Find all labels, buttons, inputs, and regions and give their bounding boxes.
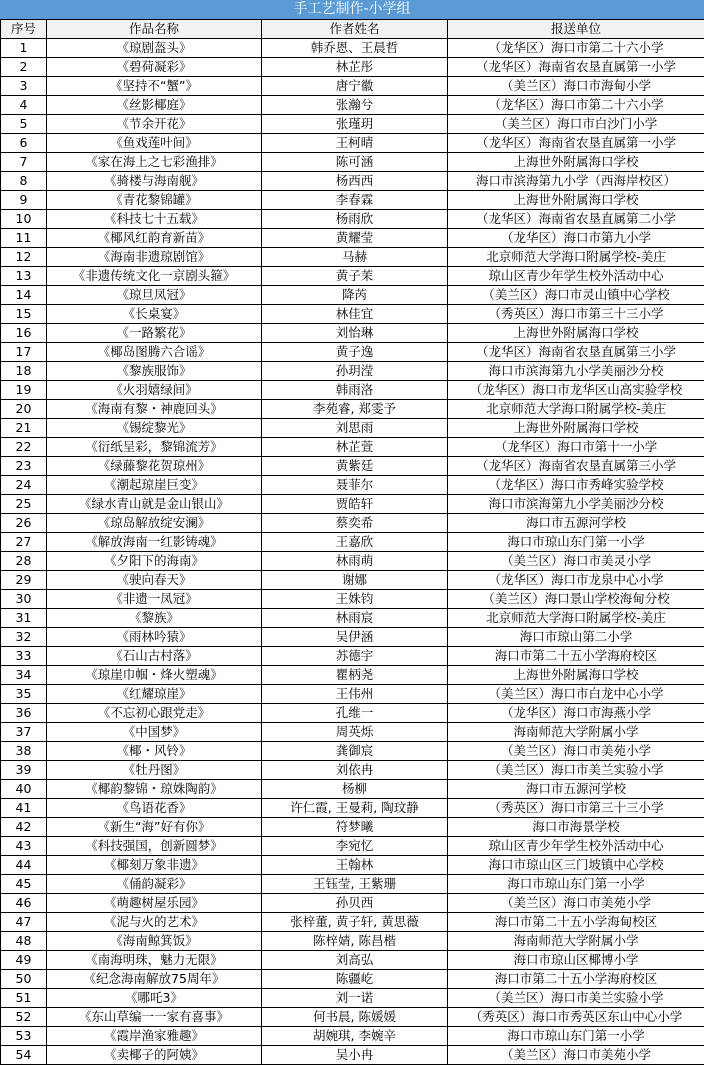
cell-author: 陈梓婧, 陈昌楷 — [262, 932, 448, 951]
cell-index: 27 — [1, 533, 47, 552]
cell-work-title: 《科技七十五载》 — [47, 210, 262, 229]
cell-author: 王姝钧 — [262, 590, 448, 609]
cell-author: 林雨宸 — [262, 609, 448, 628]
cell-work-title: 《琼崖巾帼・烽火塑魂》 — [47, 666, 262, 685]
table-row — [1, 932, 704, 951]
table-row — [1, 761, 704, 780]
cell-index: 48 — [1, 932, 47, 951]
table-row — [1, 856, 704, 875]
cell-author: 刘怡琳 — [262, 324, 448, 343]
cell-author: 张瑾玥 — [262, 115, 448, 134]
cell-school: （美兰区）海口景山学校海甸分校 — [448, 590, 704, 609]
cell-index: 8 — [1, 172, 47, 191]
cell-index: 10 — [1, 210, 47, 229]
cell-work-title: 《红耀琼崖》 — [47, 685, 262, 704]
cell-author: 刘高弘 — [262, 951, 448, 970]
cell-work-title: 《一路繁花》 — [47, 324, 262, 343]
cell-index: 41 — [1, 799, 47, 818]
table-row — [1, 134, 704, 153]
cell-index: 40 — [1, 780, 47, 799]
cell-author: 周英烁 — [262, 723, 448, 742]
table-row — [1, 989, 704, 1008]
cell-work-title: 《潮起琼崖巨变》 — [47, 476, 262, 495]
cell-index: 35 — [1, 685, 47, 704]
cell-school: 上海世外附属海口学校 — [448, 324, 704, 343]
cell-index: 2 — [1, 58, 47, 77]
cell-school: （秀英区）海口市秀英区东山中心小学 — [448, 1008, 704, 1027]
cell-work-title: 《非遗一凤冠》 — [47, 590, 262, 609]
cell-author: 聂菲尔 — [262, 476, 448, 495]
cell-index: 54 — [1, 1046, 47, 1065]
cell-index: 23 — [1, 457, 47, 476]
cell-school: （龙华区）海口市第二十六小学 — [448, 39, 704, 58]
award-table — [0, 19, 704, 1065]
cell-work-title: 《黎族服饰》 — [47, 362, 262, 381]
cell-author: 许仁霞, 王曼莉, 陶玟静 — [262, 799, 448, 818]
cell-author: 陈疆屹 — [262, 970, 448, 989]
cell-school: （龙华区）海南省农垦直属第三小学 — [448, 343, 704, 362]
cell-index: 45 — [1, 875, 47, 894]
cell-work-title: 《长桌宴》 — [47, 305, 262, 324]
cell-work-title: 《绿藤黎花贺琼州》 — [47, 457, 262, 476]
cell-author: 韩乔恩、王晨哲 — [262, 39, 448, 58]
cell-author: 林佳宜 — [262, 305, 448, 324]
cell-index: 47 — [1, 913, 47, 932]
cell-author: 刘一诺 — [262, 989, 448, 1008]
cell-school: （龙华区）海南省农垦直属第一小学 — [448, 58, 704, 77]
cell-index: 19 — [1, 381, 47, 400]
cell-author: 符梦曦 — [262, 818, 448, 837]
cell-author: 王钰莹, 王紫珊 — [262, 875, 448, 894]
col-header-school: 报送单位 — [448, 20, 704, 39]
cell-work-title: 《黎族》 — [47, 609, 262, 628]
cell-index: 42 — [1, 818, 47, 837]
cell-author: 何书晨, 陈媛媛 — [262, 1008, 448, 1027]
cell-author: 龚御宸 — [262, 742, 448, 761]
cell-index: 26 — [1, 514, 47, 533]
cell-work-title: 《衍纸呈彩，黎锦流芳》 — [47, 438, 262, 457]
cell-index: 9 — [1, 191, 47, 210]
cell-work-title: 《俑韵凝彩》 — [47, 875, 262, 894]
table-row — [1, 343, 704, 362]
cell-author: 降芮 — [262, 286, 448, 305]
table-row — [1, 628, 704, 647]
cell-index: 7 — [1, 153, 47, 172]
cell-author: 胡婉琪, 李婉辛 — [262, 1027, 448, 1046]
cell-index: 50 — [1, 970, 47, 989]
cell-author: 王嘉欣 — [262, 533, 448, 552]
table-row — [1, 96, 704, 115]
cell-school: 北京师范大学海口附属学校-美庄 — [448, 400, 704, 419]
cell-school: （美兰区）海口市白沙门小学 — [448, 115, 704, 134]
cell-school: 海口市琼山第二小学 — [448, 628, 704, 647]
table-row — [1, 438, 704, 457]
col-header-index: 序号 — [1, 20, 47, 39]
cell-school: （秀英区）海口市第三十三小学 — [448, 799, 704, 818]
table-row — [1, 248, 704, 267]
cell-school: 海口市琼山区三门坡镇中心学校 — [448, 856, 704, 875]
cell-school: 海口市五源河学校 — [448, 514, 704, 533]
cell-school: 海口市琼山东门第一小学 — [448, 1027, 704, 1046]
cell-school: 琼山区青少年学生校外活动中心 — [448, 267, 704, 286]
cell-author: 贾皓轩 — [262, 495, 448, 514]
cell-school: 海口市海景学校 — [448, 818, 704, 837]
cell-author: 李春霖 — [262, 191, 448, 210]
cell-work-title: 《海南非遗琼剧馆》 — [47, 248, 262, 267]
cell-author: 杨西西 — [262, 172, 448, 191]
cell-author: 韩雨洛 — [262, 381, 448, 400]
cell-work-title: 《锡绽黎光》 — [47, 419, 262, 438]
cell-work-title: 《雨林吟猿》 — [47, 628, 262, 647]
table-row — [1, 286, 704, 305]
table-row — [1, 457, 704, 476]
table-row — [1, 172, 704, 191]
cell-work-title: 《牡丹图》 — [47, 761, 262, 780]
cell-index: 5 — [1, 115, 47, 134]
table-row — [1, 514, 704, 533]
cell-work-title: 《解放海南一红影铸魂》 — [47, 533, 262, 552]
cell-author: 蔡奕希 — [262, 514, 448, 533]
cell-school: 上海世外附属海口学校 — [448, 666, 704, 685]
table-row — [1, 647, 704, 666]
cell-work-title: 《夕阳下的海南》 — [47, 552, 262, 571]
cell-author: 黄子逸 — [262, 343, 448, 362]
table-row — [1, 381, 704, 400]
table-row — [1, 77, 704, 96]
cell-school: 上海世外附属海口学校 — [448, 419, 704, 438]
cell-work-title: 《鸟语花香》 — [47, 799, 262, 818]
cell-work-title: 《纪念海南解放75周年》 — [47, 970, 262, 989]
cell-work-title: 《科技强国，创新圆梦》 — [47, 837, 262, 856]
cell-index: 34 — [1, 666, 47, 685]
cell-work-title: 《东山草编一一家有喜事》 — [47, 1008, 262, 1027]
table-row — [1, 609, 704, 628]
cell-school: 海口市琼山区椰博小学 — [448, 951, 704, 970]
cell-school: （美兰区）海口市美苑小学 — [448, 894, 704, 913]
cell-author: 林雨萌 — [262, 552, 448, 571]
cell-index: 51 — [1, 989, 47, 1008]
cell-work-title: 《驶向春天》 — [47, 571, 262, 590]
table-row — [1, 153, 704, 172]
table-row — [1, 837, 704, 856]
cell-author: 杨雨欣 — [262, 210, 448, 229]
cell-school: 海口市第二十五小学海府校区 — [448, 647, 704, 666]
cell-work-title: 《坚持不“蟹”》 — [47, 77, 262, 96]
cell-index: 31 — [1, 609, 47, 628]
cell-school: （美兰区）海口市美兰实验小学 — [448, 761, 704, 780]
cell-author: 张梓董, 黄子轩, 黄思薇 — [262, 913, 448, 932]
cell-work-title: 《鱼戏莲叶间》 — [47, 134, 262, 153]
header-row — [1, 20, 704, 39]
table-row — [1, 818, 704, 837]
cell-school: 海口市滨海第九小学美丽沙分校 — [448, 495, 704, 514]
cell-index: 4 — [1, 96, 47, 115]
cell-school: （美兰区）海口市美苑小学 — [448, 742, 704, 761]
table-row — [1, 267, 704, 286]
cell-author: 王柯晴 — [262, 134, 448, 153]
cell-author: 李苑睿, 郑雯予 — [262, 400, 448, 419]
table-row — [1, 324, 704, 343]
cell-index: 44 — [1, 856, 47, 875]
cell-author: 孙玥滢 — [262, 362, 448, 381]
cell-school: 海口市第二十五小学海甸校区 — [448, 913, 704, 932]
table-row — [1, 210, 704, 229]
cell-school: 海口市滨海第九小学美丽沙分校 — [448, 362, 704, 381]
cell-school: （秀英区）海口市第三十三小学 — [448, 305, 704, 324]
table-row — [1, 191, 704, 210]
table-row — [1, 951, 704, 970]
cell-school: （美兰区）海口市美兰实验小学 — [448, 989, 704, 1008]
cell-work-title: 《琼旦凤冠》 — [47, 286, 262, 305]
cell-index: 24 — [1, 476, 47, 495]
cell-work-title: 《海南鲸箕饭》 — [47, 932, 262, 951]
cell-work-title: 《不忘初心跟党走》 — [47, 704, 262, 723]
cell-work-title: 《霞岸渔家雅趣》 — [47, 1027, 262, 1046]
cell-work-title: 《新生“海”好有你》 — [47, 818, 262, 837]
cell-school: （美兰区）海口市美灵小学 — [448, 552, 704, 571]
table-row — [1, 571, 704, 590]
cell-school: （龙华区）海口市第十一小学 — [448, 438, 704, 457]
cell-school: 上海世外附属海口学校 — [448, 153, 704, 172]
cell-work-title: 《萌趣树屋乐园》 — [47, 894, 262, 913]
table-row — [1, 552, 704, 571]
sheet-title: 手工艺制作-小学组 — [0, 0, 704, 20]
cell-author: 杨柳 — [262, 780, 448, 799]
cell-school: （美兰区）海口市白龙中心小学 — [448, 685, 704, 704]
cell-author: 黄紫廷 — [262, 457, 448, 476]
cell-index: 52 — [1, 1008, 47, 1027]
cell-index: 17 — [1, 343, 47, 362]
cell-author: 苏德宇 — [262, 647, 448, 666]
cell-school: （龙华区）海口市龙泉中心小学 — [448, 571, 704, 590]
cell-school: 海南师范大学附属小学 — [448, 723, 704, 742]
cell-author: 张瀚兮 — [262, 96, 448, 115]
cell-index: 11 — [1, 229, 47, 248]
cell-author: 瞿柄尧 — [262, 666, 448, 685]
table-row — [1, 742, 704, 761]
cell-index: 20 — [1, 400, 47, 419]
cell-author: 林芷萱 — [262, 438, 448, 457]
cell-school: （龙华区）海南省农垦直属第三小学 — [448, 457, 704, 476]
cell-index: 29 — [1, 571, 47, 590]
table-row — [1, 1046, 704, 1065]
col-header-author: 作者姓名 — [262, 20, 448, 39]
cell-index: 15 — [1, 305, 47, 324]
cell-work-title: 《家在海上之七彩渔排》 — [47, 153, 262, 172]
cell-work-title: 《琼岛解放绽安澜》 — [47, 514, 262, 533]
table-row — [1, 590, 704, 609]
cell-work-title: 《哪吒3》 — [47, 989, 262, 1008]
cell-index: 38 — [1, 742, 47, 761]
cell-author: 孔维一 — [262, 704, 448, 723]
table-row — [1, 780, 704, 799]
cell-author: 吴伊涵 — [262, 628, 448, 647]
cell-index: 49 — [1, 951, 47, 970]
cell-index: 46 — [1, 894, 47, 913]
cell-work-title: 《南海明珠，魅力无限》 — [47, 951, 262, 970]
cell-author: 陈可涵 — [262, 153, 448, 172]
cell-school: 上海世外附属海口学校 — [448, 191, 704, 210]
cell-index: 14 — [1, 286, 47, 305]
cell-author: 唐宁徽 — [262, 77, 448, 96]
table-row — [1, 39, 704, 58]
table-row — [1, 476, 704, 495]
cell-school: （龙华区）海南省农垦直属第二小学 — [448, 210, 704, 229]
cell-index: 53 — [1, 1027, 47, 1046]
table-row — [1, 666, 704, 685]
cell-author: 刘依冉 — [262, 761, 448, 780]
cell-work-title: 《泥与火的艺术》 — [47, 913, 262, 932]
cell-work-title: 《非遗传统文化一京剧头箍》 — [47, 267, 262, 286]
cell-author: 刘思雨 — [262, 419, 448, 438]
cell-index: 3 — [1, 77, 47, 96]
cell-work-title: 《绿水青山就是金山银山》 — [47, 495, 262, 514]
cell-work-title: 《青花黎锦罐》 — [47, 191, 262, 210]
table-row — [1, 58, 704, 77]
cell-school: （美兰区）海口市海甸小学 — [448, 77, 704, 96]
cell-work-title: 《卖椰子的阿姨》 — [47, 1046, 262, 1065]
cell-author: 王伟州 — [262, 685, 448, 704]
table-row — [1, 115, 704, 134]
cell-work-title: 《骑楼与海南舰》 — [47, 172, 262, 191]
table-row — [1, 970, 704, 989]
cell-work-title: 《琼剧盔头》 — [47, 39, 262, 58]
cell-school: 海口市滨海第九小学（西海岸校区） — [448, 172, 704, 191]
cell-school: （美兰区）海口市灵山镇中心学校 — [448, 286, 704, 305]
cell-author: 马赫 — [262, 248, 448, 267]
cell-index: 18 — [1, 362, 47, 381]
table-row — [1, 799, 704, 818]
table-row — [1, 894, 704, 913]
cell-author: 谢娜 — [262, 571, 448, 590]
cell-index: 6 — [1, 134, 47, 153]
cell-index: 36 — [1, 704, 47, 723]
cell-author: 李宛忆 — [262, 837, 448, 856]
cell-index: 13 — [1, 267, 47, 286]
col-header-work-title: 作品名称 — [47, 20, 262, 39]
cell-work-title: 《椰刻万象非遗》 — [47, 856, 262, 875]
cell-school: （龙华区）海南省农垦直属第一小学 — [448, 134, 704, 153]
cell-work-title: 《中国梦》 — [47, 723, 262, 742]
cell-school: （美兰区）海口市美苑小学 — [448, 1046, 704, 1065]
cell-work-title: 《石山古村落》 — [47, 647, 262, 666]
table-row — [1, 875, 704, 894]
cell-author: 吴小冉 — [262, 1046, 448, 1065]
table-row — [1, 419, 704, 438]
cell-work-title: 《椰・风铃》 — [47, 742, 262, 761]
table-row — [1, 913, 704, 932]
cell-index: 1 — [1, 39, 47, 58]
table-row — [1, 533, 704, 552]
cell-work-title: 《丝影椰庭》 — [47, 96, 262, 115]
cell-school: （龙华区）海口市海燕小学 — [448, 704, 704, 723]
cell-author: 黄耀莹 — [262, 229, 448, 248]
cell-work-title: 《椰风红韵育新苗》 — [47, 229, 262, 248]
table-row — [1, 495, 704, 514]
cell-index: 12 — [1, 248, 47, 267]
cell-index: 43 — [1, 837, 47, 856]
table-body — [1, 39, 704, 1065]
cell-author: 林芷彤 — [262, 58, 448, 77]
cell-school: 海口市琼山东门第一小学 — [448, 533, 704, 552]
cell-work-title: 《碧荷凝彩》 — [47, 58, 262, 77]
cell-index: 37 — [1, 723, 47, 742]
table-row — [1, 1008, 704, 1027]
cell-index: 39 — [1, 761, 47, 780]
cell-school: （龙华区）海口市龙华区山高实验学校 — [448, 381, 704, 400]
cell-work-title: 《椰岛图腾六合谣》 — [47, 343, 262, 362]
table-row — [1, 400, 704, 419]
table-row — [1, 305, 704, 324]
cell-school: 琼山区青少年学生校外活动中心 — [448, 837, 704, 856]
table-row — [1, 685, 704, 704]
cell-author: 王翰林 — [262, 856, 448, 875]
cell-author: 黄子茉 — [262, 267, 448, 286]
cell-index: 32 — [1, 628, 47, 647]
cell-index: 30 — [1, 590, 47, 609]
table-row — [1, 229, 704, 248]
cell-school: 海口市五源河学校 — [448, 780, 704, 799]
cell-work-title: 《椰韵黎锦・琼姝陶韵》 — [47, 780, 262, 799]
cell-author: 孙贝西 — [262, 894, 448, 913]
cell-school: 海南师范大学附属小学 — [448, 932, 704, 951]
cell-school: （龙华区）海口市第二十六小学 — [448, 96, 704, 115]
cell-school: 北京师范大学海口附属学校-美庄 — [448, 609, 704, 628]
cell-work-title: 《节余开花》 — [47, 115, 262, 134]
table-row — [1, 704, 704, 723]
cell-index: 25 — [1, 495, 47, 514]
table-row — [1, 362, 704, 381]
cell-index: 22 — [1, 438, 47, 457]
cell-school: 海口市琼山东门第一小学 — [448, 875, 704, 894]
cell-school: （龙华区）海口市秀峰实验学校 — [448, 476, 704, 495]
cell-school: 海口市第二十五小学海府校区 — [448, 970, 704, 989]
cell-school: 北京师范大学海口附属学校-美庄 — [448, 248, 704, 267]
table-row — [1, 723, 704, 742]
cell-index: 16 — [1, 324, 47, 343]
cell-index: 33 — [1, 647, 47, 666]
cell-index: 28 — [1, 552, 47, 571]
cell-work-title: 《海南有黎・神鹿回头》 — [47, 400, 262, 419]
cell-work-title: 《火羽嬉绿间》 — [47, 381, 262, 400]
cell-school: （龙华区）海口市第九小学 — [448, 229, 704, 248]
cell-index: 21 — [1, 419, 47, 438]
table-row — [1, 1027, 704, 1046]
